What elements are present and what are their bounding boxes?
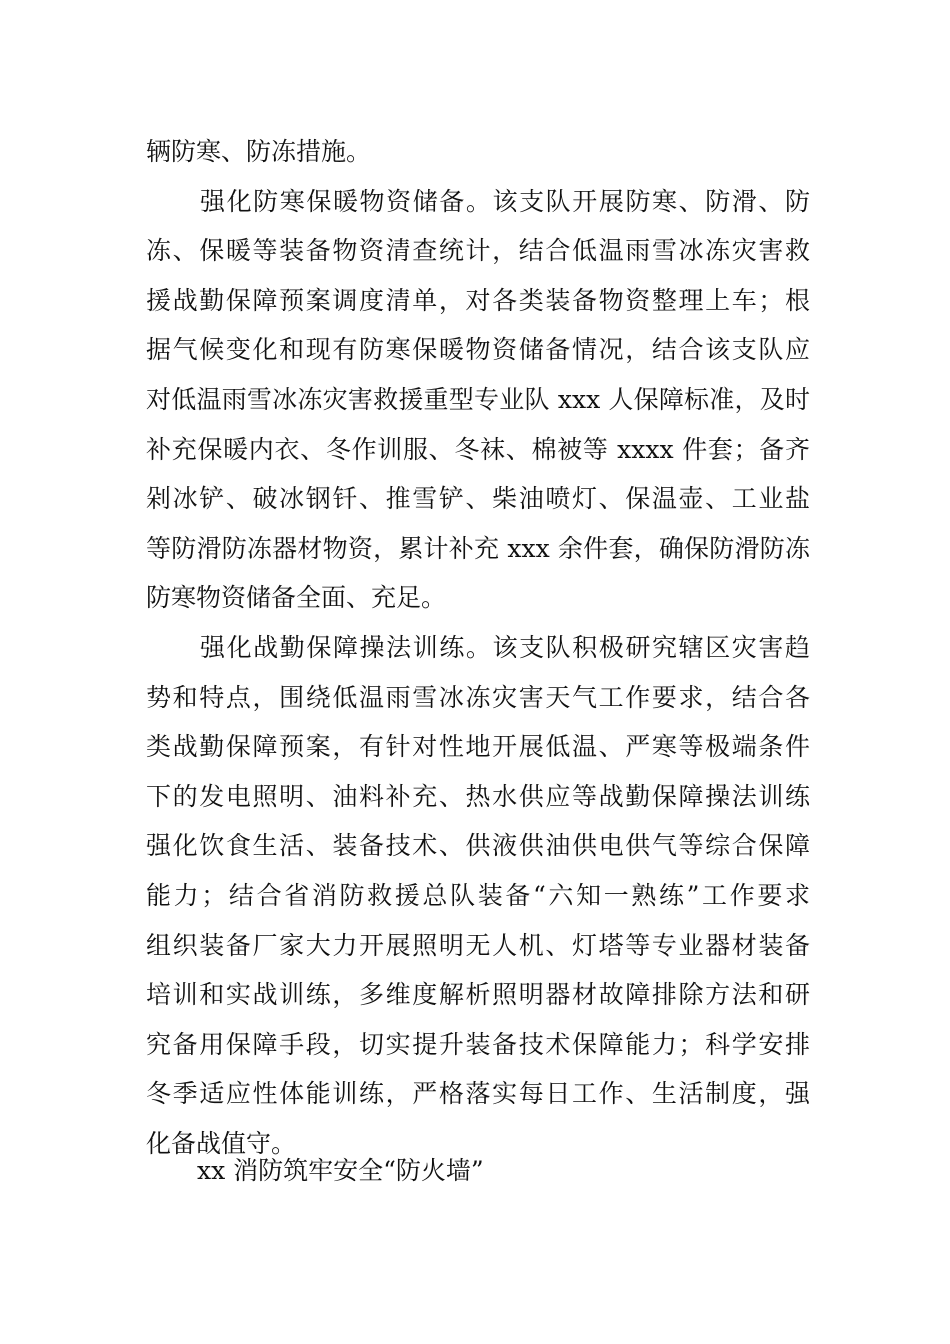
text-line: 培训和实战训练，多维度解析照明器材故障排除方法和研 bbox=[146, 980, 810, 1010]
text-line: 强化防寒保暖物资储备。该支队开展防寒、防滑、防 bbox=[200, 186, 810, 216]
text-line: 冻、保暖等装备物资清查统计，结合低温雨雪冰冻灾害救 bbox=[146, 236, 810, 266]
text-line: 化备战值守。 bbox=[146, 1128, 297, 1158]
text-line: 能力；结合省消防救援总队装备“六知一熟练”工作要求 bbox=[146, 880, 810, 910]
paragraph-drill-training bbox=[146, 623, 810, 1169]
text-line: 剁冰铲、破冰钢钎、推雪铲、柴油喷灯、保温壶、工业盐 bbox=[146, 484, 810, 514]
paragraph-vehicle-cold-protection bbox=[146, 127, 810, 177]
article-heading: xx 消防筑牢安全“防火墙” bbox=[197, 1156, 484, 1185]
text-line: 究备用保障手段，切实提升装备技术保障能力；科学安排 bbox=[146, 1029, 810, 1059]
text-line: 补充保暖内衣、冬作训服、冬袜、棉被等 xxxx 件套；备齐 bbox=[146, 434, 810, 464]
text-line: 等防滑防冻器材物资，累计补充 xxx 余件套，确保防滑防冻 bbox=[146, 533, 810, 563]
text-line: 防寒物资储备全面、充足。 bbox=[146, 583, 447, 613]
text-line: 冬季适应性体能训练，严格落实每日工作、生活制度，强 bbox=[146, 1079, 810, 1109]
text-line: 对低温雨雪冰冻灾害救援重型专业队 xxx 人保障标准，及时 bbox=[146, 384, 810, 414]
document-body bbox=[146, 127, 810, 1168]
text-line: 辆防寒、防冻措施。 bbox=[146, 137, 372, 166]
text-line: 强化饮食生活、装备技术、供液供油供电供气等综合保障 bbox=[146, 831, 810, 861]
paragraph-supply-reserve bbox=[146, 177, 810, 623]
text-line: 势和特点，围绕低温雨雪冰冻灾害天气工作要求，结合各 bbox=[146, 682, 810, 712]
text-line: 下的发电照明、油料补充、热水供应等战勤保障操法训练 bbox=[146, 781, 810, 811]
text-line: 据气候变化和现有防寒保暖物资储备情况，结合该支队应 bbox=[146, 335, 810, 365]
text-line: 类战勤保障预案，有针对性地开展低温、严寒等极端条件 bbox=[146, 732, 810, 762]
text-line: 援战勤保障预案调度清单，对各类装备物资整理上车；根 bbox=[146, 285, 810, 315]
text-line: 组织装备厂家大力开展照明无人机、灯塔等专业器材装备 bbox=[146, 930, 810, 960]
text-line: 强化战勤保障操法训练。该支队积极研究辖区灾害趋 bbox=[200, 632, 810, 662]
